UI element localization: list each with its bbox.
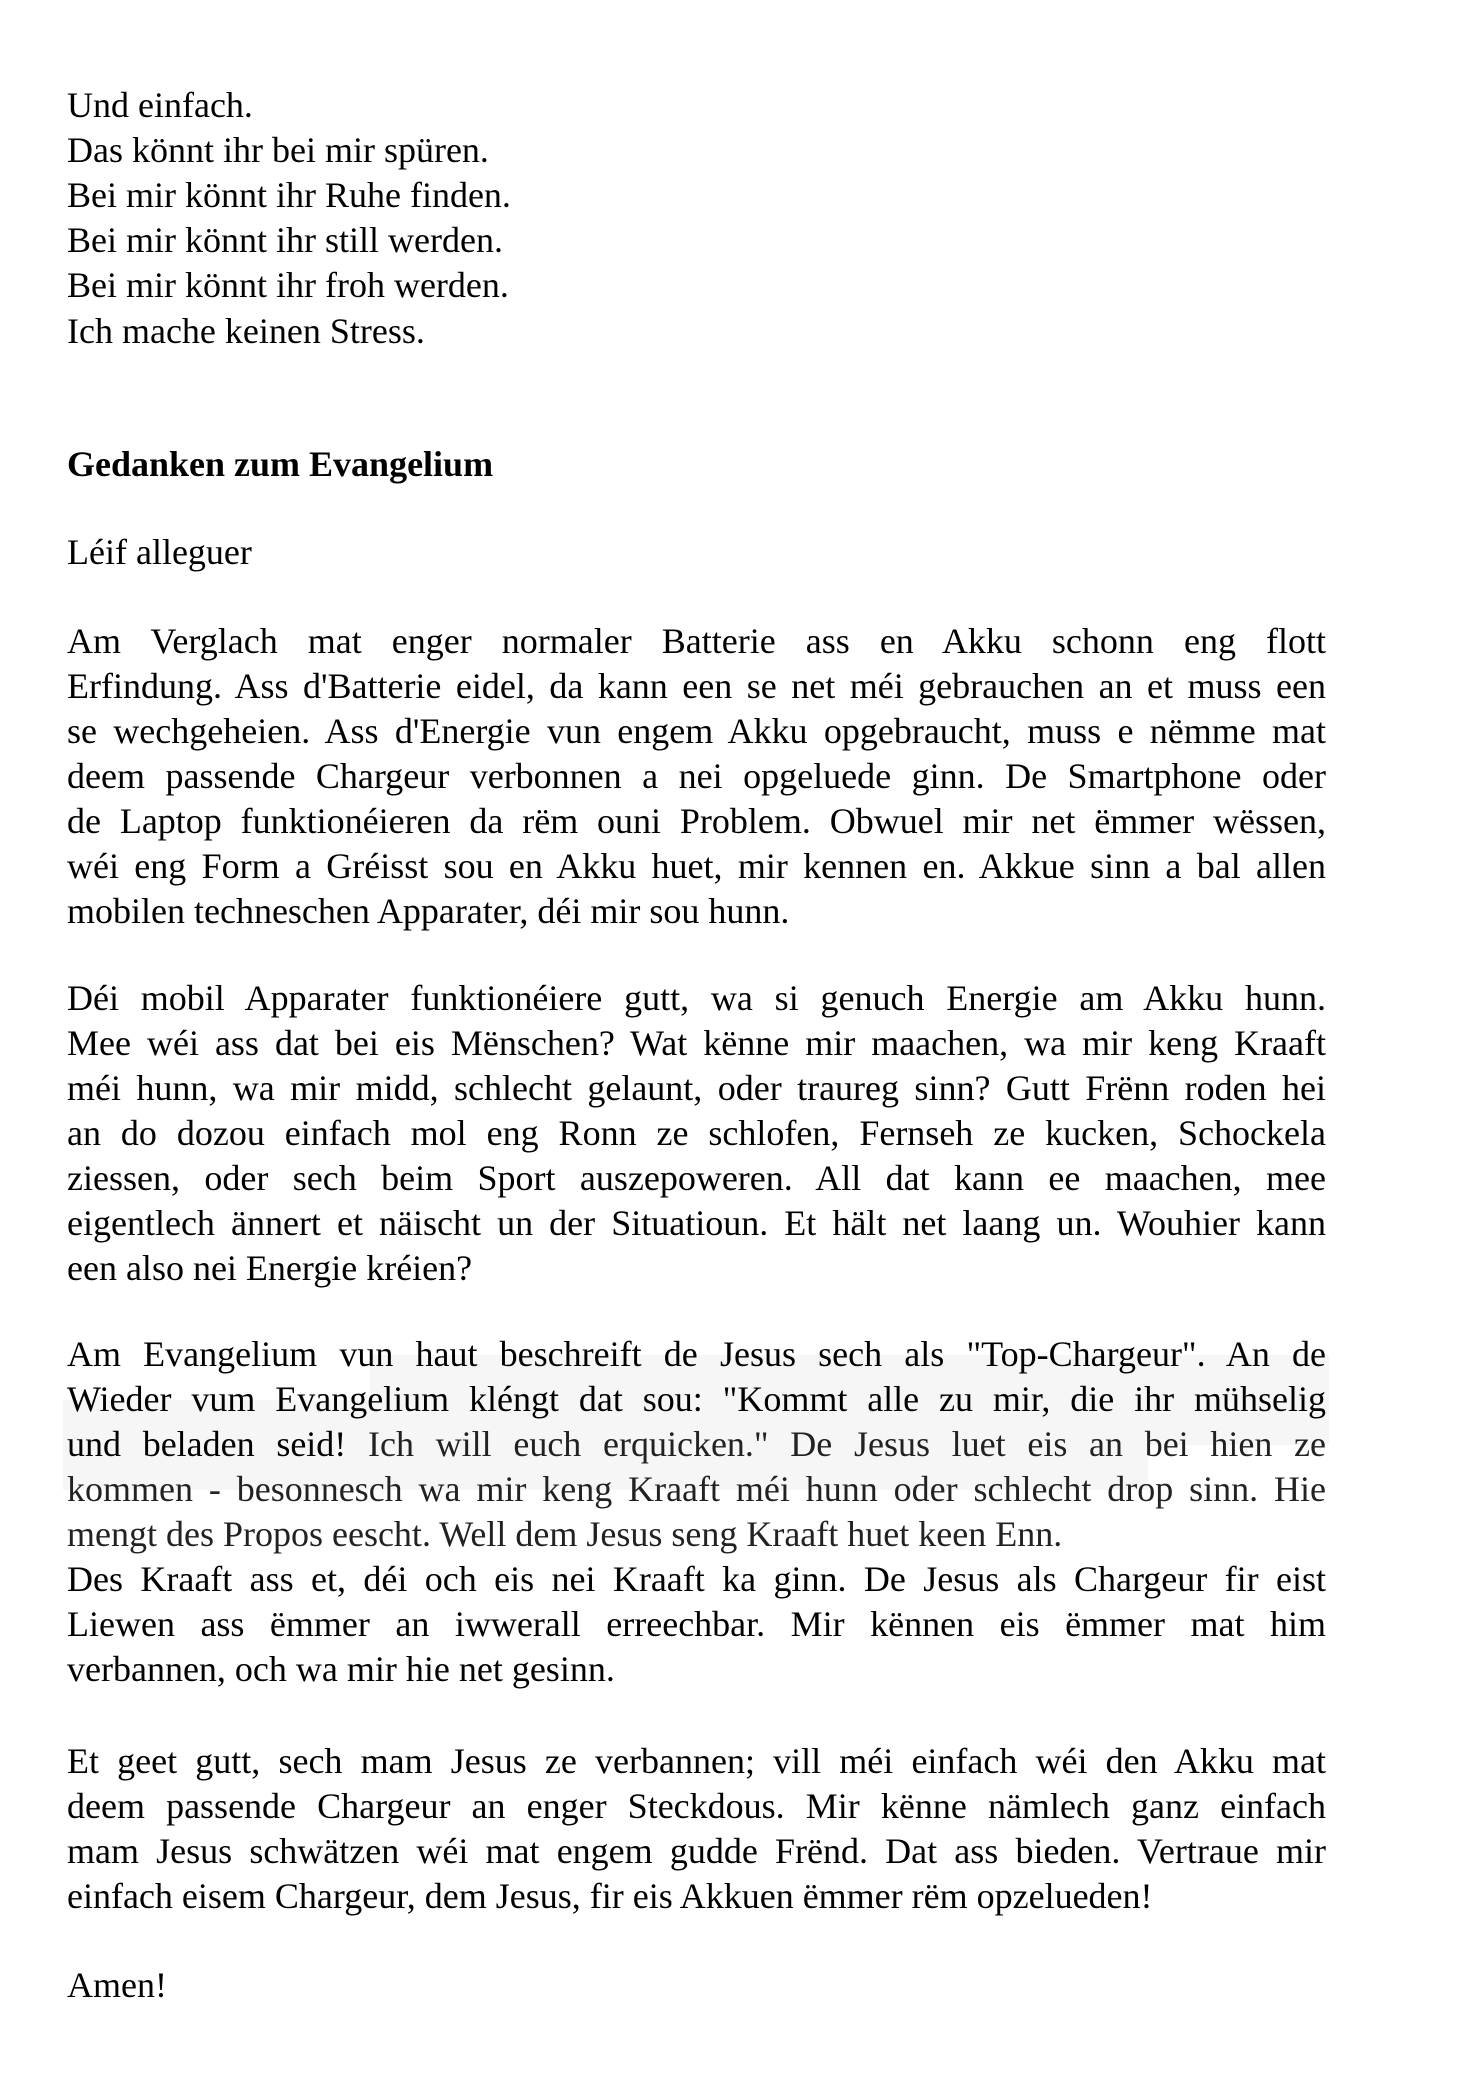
paragraph-line: de Laptop funktionéieren da rëm ouni Problem. Obwuel mir net ëmmer wëssen, [67,801,1326,841]
poem-line: Bei mir könnt ihr froh werden. [67,265,509,305]
paragraph-line: méi hunn, wa mir midd, schlecht gelaunt, oder traureg sinn? Gutt Frënn roden hei [67,1068,1326,1108]
poem-line: Bei mir könnt ihr Ruhe finden. [67,175,511,215]
paragraph-line: se wechgeheien. Ass d'Energie vun engem Akku opgebraucht, muss e nëmme mat [67,711,1326,751]
paragraph-line: Liewen ass ëmmer an iwwerall erreechbar. Mir kënnen eis ëmmer mat him [67,1604,1326,1644]
paragraph-line: Mee wéi ass dat bei eis Mënschen? Wat kënne mir maachen, wa mir keng Kraaft [67,1023,1326,1063]
paragraph-line: Am Evangelium vun haut beschreift de Jesus sech als "Top-Chargeur". An de [67,1334,1326,1374]
paragraph-line: een also nei Energie kréien? [67,1248,473,1288]
paragraph-line: Déi mobil Apparater funktionéiere gutt, wa si genuch Energie am Akku hunn. [67,978,1326,1018]
paragraph-line: deem passende Chargeur an enger Steckdous. Mir kënne nämlech ganz einfach [67,1786,1326,1826]
paragraph-line [67,1467,1326,1512]
paragraph-line: verbannen, och wa mir hie net gesinn. [67,1649,615,1689]
paragraph-line: einfach eisem Chargeur, dem Jesus, fir eis Akkuen ëmmer rëm opzelueden! [67,1876,1153,1916]
highlighted-text: kommen - besonnesch wa mir keng Kraaft méi hunn oder schlecht drop sinn. Hie [67,1469,1326,1509]
paragraph-line: deem passende Chargeur verbonnen a nei opgeluede ginn. De Smartphone oder [67,756,1326,796]
poem-line: Und einfach. [67,85,253,125]
paragraph-line: Et geet gutt, sech mam Jesus ze verbannen; vill méi einfach wéi den Akku mat [67,1741,1326,1781]
paragraph-line: an do dozou einfach mol eng Ronn ze schlofen, Fernseh ze kucken, Schockela [67,1113,1326,1153]
paragraph-line: Am Verglach mat enger normaler Batterie ass en Akku schonn eng flott [67,621,1326,661]
paragraph-line: mobilen techneschen Apparater, déi mir sou hunn. [67,891,790,931]
section-heading: Gedanken zum Evangelium [67,444,494,484]
paragraph-line: ziessen, oder sech beim Sport auszepoweren. All dat kann ee maachen, mee [67,1158,1326,1198]
poem-line: Bei mir könnt ihr still werden. [67,220,503,260]
paragraph-line: Des Kraaft ass et, déi och eis nei Kraaft ka ginn. De Jesus als Chargeur fir eist [67,1559,1326,1599]
poem-line: Das könnt ihr bei mir spüren. [67,130,489,170]
greeting: Léif alleguer [67,532,252,572]
highlighted-text: mengt des Propos eescht. Well dem Jesus seng Kraaft huet keen Enn. [67,1514,1063,1554]
paragraph-line: Erfindung. Ass d'Batterie eidel, da kann een se net méi gebrauchen an et muss een [67,666,1326,706]
paragraph-line: wéi eng Form a Gréisst sou en Akku huet, mir kennen en. Akkue sinn a bal allen [67,846,1326,886]
highlighted-text: Ich will euch erquicken." De Jesus luet eis an bei hien ze [368,1424,1327,1464]
poem-line: Ich mache keinen Stress. [67,311,425,351]
paragraph-line [67,1422,1326,1467]
paragraph-line: eigentlech ännert et näischt un der Situatioun. Et hält net laang un. Wouhier kann [67,1203,1326,1243]
paragraph-line [67,1512,1326,1557]
closing-amen: Amen! [67,1965,167,2005]
paragraph-text: und beladen seid! [67,1424,368,1464]
paragraph-line: mam Jesus schwätzen wéi mat engem gudde Frënd. Dat ass bieden. Vertraue mir [67,1831,1326,1871]
paragraph-line: Wieder vum Evangelium kléngt dat sou: "Kommt alle zu mir, die ihr mühselig [67,1379,1326,1419]
